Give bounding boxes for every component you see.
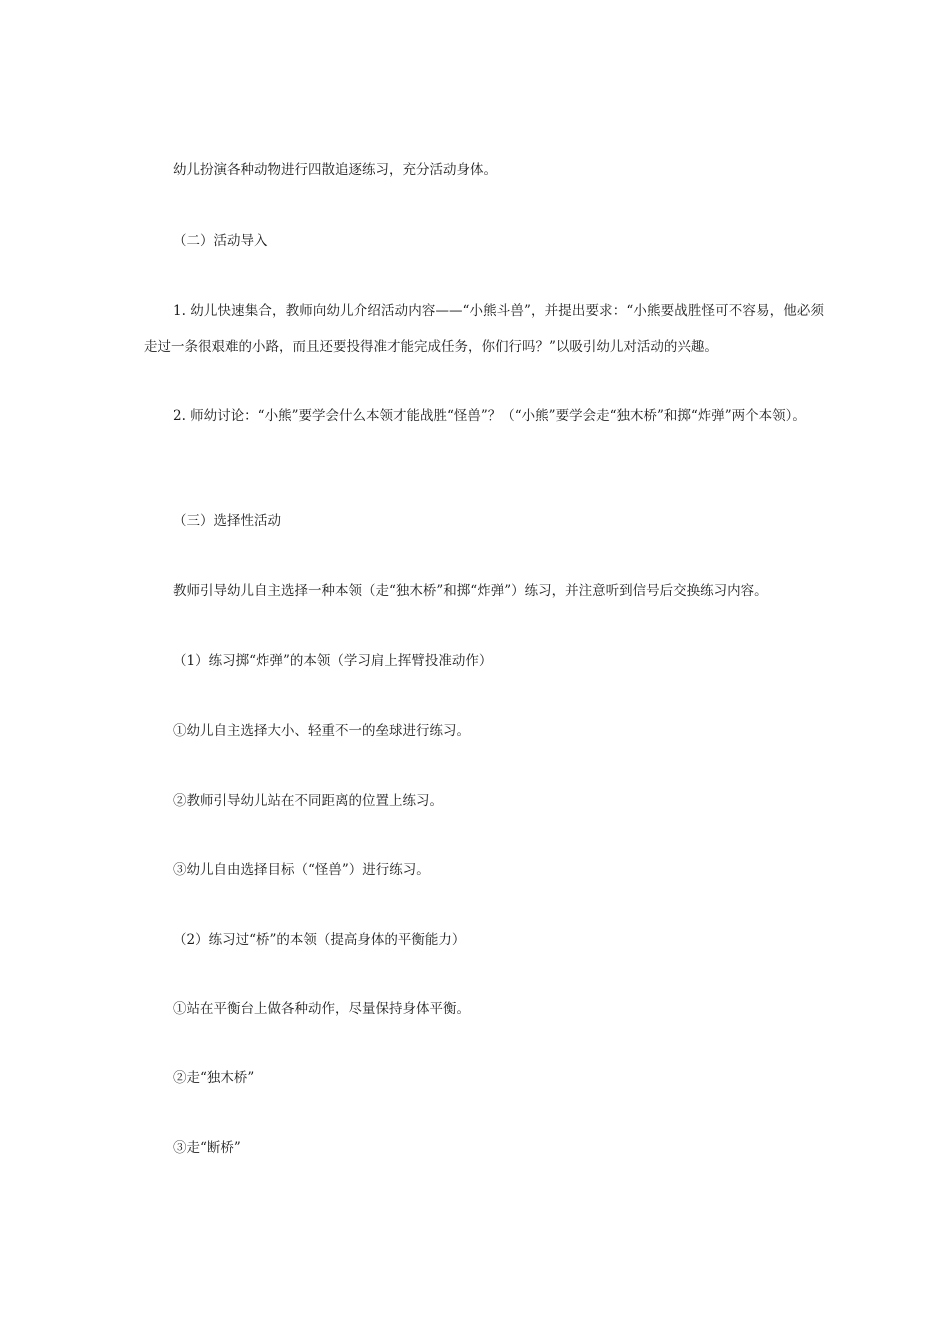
heading-activity-intro: （二）活动导入	[173, 233, 268, 249]
list-item-bridge-1: ①站在平衡台上做各种动作，尽量保持身体平衡。	[173, 1001, 470, 1017]
list-item-bridge-3: ③走“断桥”	[173, 1140, 241, 1156]
paragraph-warmup: 幼儿扮演各种动物进行四散追逐练习，充分活动身体。	[173, 162, 497, 178]
list-item-throw-2: ②教师引导幼儿站在不同距离的位置上练习。	[173, 793, 443, 809]
list-item-throw-3: ③幼儿自由选择目标（“怪兽”）进行练习。	[173, 862, 430, 878]
paragraph-teacher-guide: 教师引导幼儿自主选择一种本领（走“独木桥”和掷“炸弹”）练习，并注意听到信号后交换练习内容。	[173, 583, 768, 599]
heading-optional-activity: （三）选择性活动	[173, 513, 281, 529]
paragraph-step-1: 1. 幼儿快速集合，教师向幼儿介绍活动内容——“小熊斗兽”，并提出要求：“小熊要战胜怪可不容易，他必须走过一条很艰难的小路，而且还要投得准才能完成任务，你们行吗？”以吸引幼儿对活动的兴趣。	[144, 303, 824, 355]
subheading-cross-bridge: （2）练习过“桥”的本领（提高身体的平衡能力）	[173, 932, 466, 948]
list-item-bridge-2: ②走“独木桥”	[173, 1070, 255, 1086]
subheading-throw-bomb: （1）练习掷“炸弹”的本领（学习肩上挥臂投准动作）	[173, 653, 493, 669]
paragraph-step-2: 2. 师幼讨论：“小熊”要学会什么本领才能战胜“怪兽”？（“小熊”要学会走“独木桥”和掷“炸弹”两个本领）。	[173, 408, 806, 424]
list-item-throw-1: ①幼儿自主选择大小、轻重不一的垒球进行练习。	[173, 723, 470, 739]
